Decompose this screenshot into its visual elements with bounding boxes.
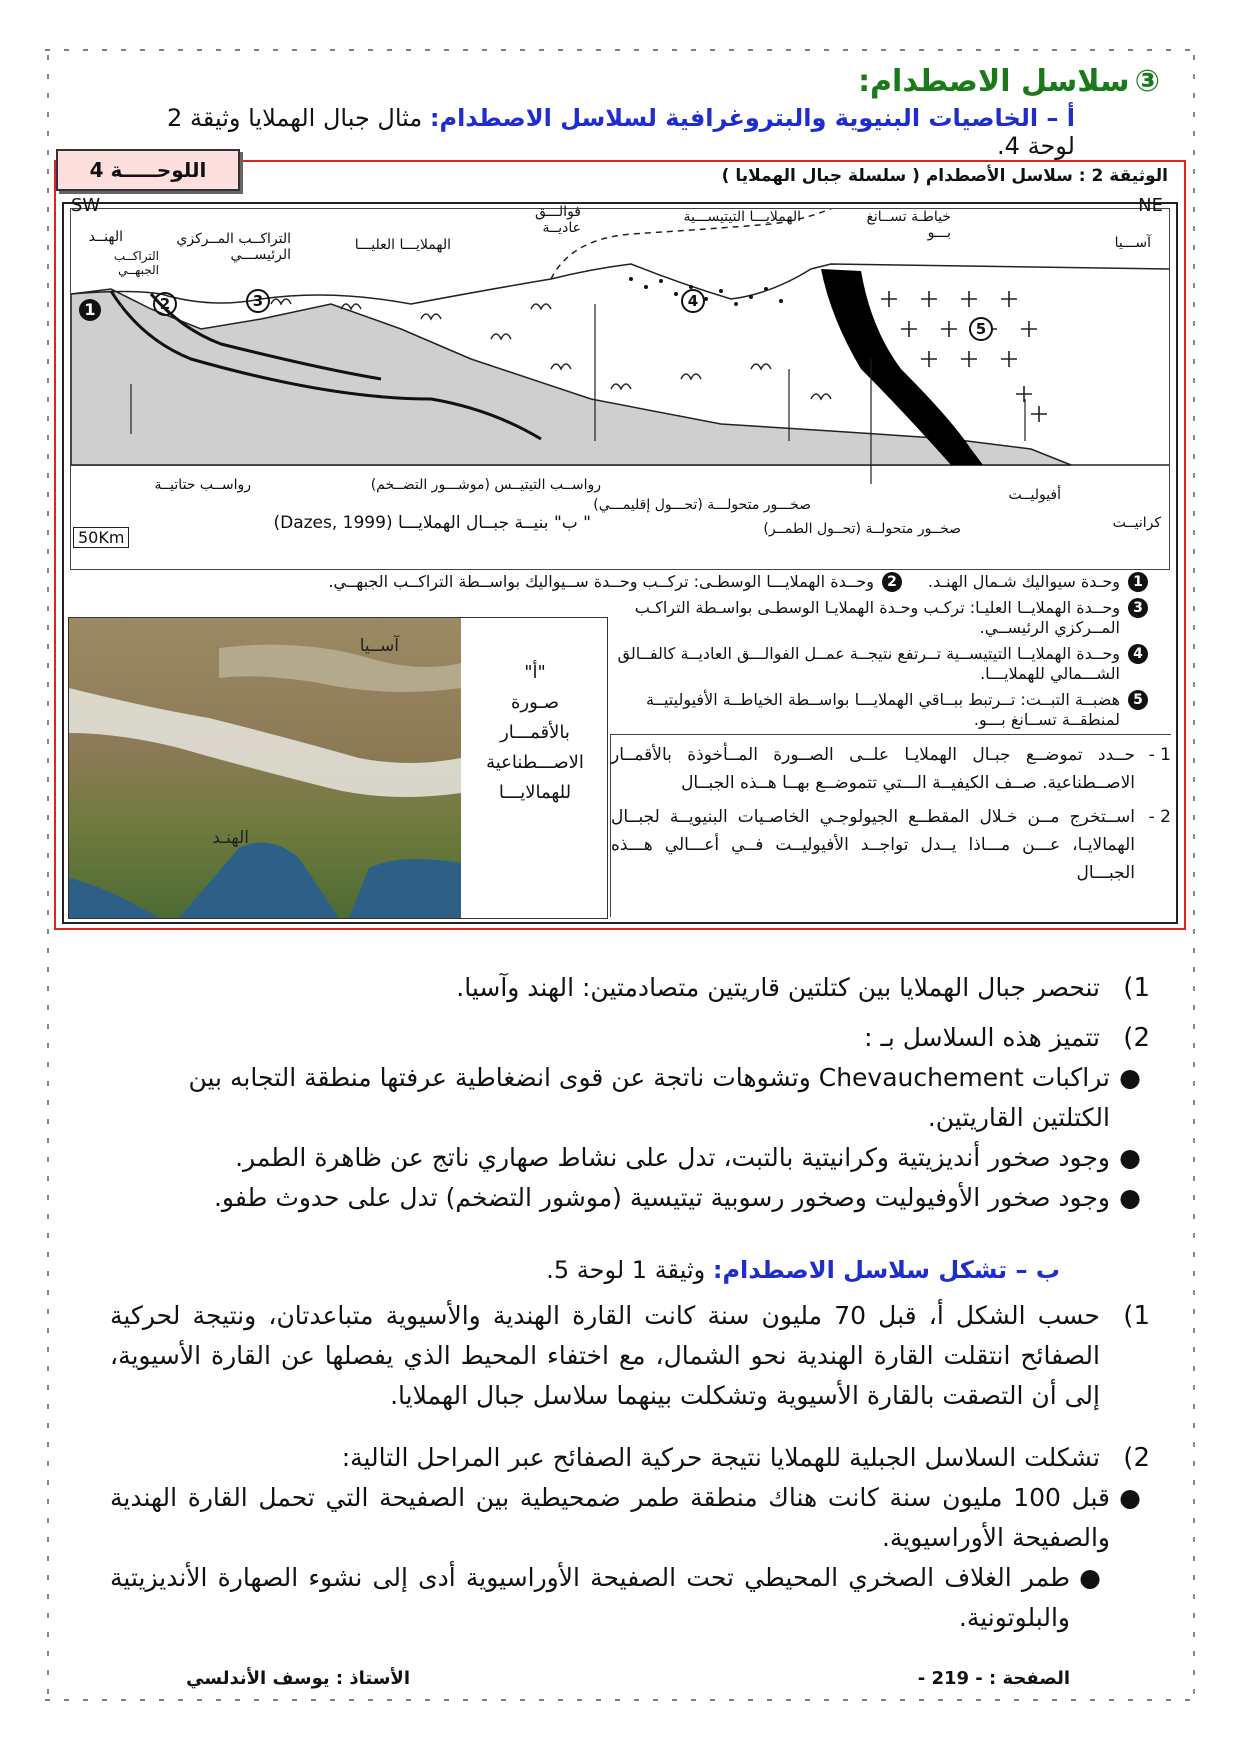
- sat-caption-line: صـورة: [511, 692, 559, 713]
- label-india: الهنــد: [88, 229, 123, 245]
- legend: [80, 572, 1148, 594]
- answer-number: 2): [1123, 1023, 1150, 1053]
- legend-text: هضبــة التبــت: تــرتبط ببــاقي الهملايـــا بواســطة الخياطــة الأفيوليتيــة لمنطقــة تســانغ بـــو.: [646, 690, 1120, 729]
- legend-number: 4: [1128, 644, 1148, 664]
- sat-label-india: الهنـد: [212, 828, 249, 848]
- marker-2: 2: [153, 292, 177, 316]
- label-detrital: رواســب حتاتيــة: [154, 477, 251, 493]
- bullet-dot: ●: [1119, 1183, 1141, 1212]
- question-item: [611, 803, 1171, 887]
- bullet-text: تراكبات Chevauchement وتشوهات ناتجة عن قوى انضغاطية عرفتها منطقة التجابه بين الكتلتين القاريتين.: [188, 1063, 1110, 1132]
- answer-text: تتميز هذه السلاسل بـ :: [864, 1023, 1100, 1052]
- sat-label-asia: آســيا: [359, 636, 399, 656]
- answer-item: [110, 968, 1150, 1008]
- label-normal-faults: فوالـــق عاديــة: [534, 204, 581, 236]
- section-caption: " ب" بنيــة جبــال الهملايـــا (Dazes, 1999): [273, 513, 591, 533]
- questions-box: [610, 734, 1171, 917]
- legend-text: وحــدة الهملايــا التيتيســية تــرتفع نتيجــة عمــل الفوالـــق العاديــة كالفــالق الشـــمالي للهملايـــا.: [617, 644, 1120, 683]
- bullet-item: [110, 1558, 1110, 1638]
- subtitle-prefix: أ – الخاصيات البنيوية والبتروغرافية لسلاسل الاصطدام:: [429, 104, 1075, 132]
- question-item: [611, 741, 1171, 797]
- answers-a: [110, 968, 1150, 1218]
- label-frontal-thrust: التراكــب الجبهــي: [113, 249, 159, 277]
- legend-item: [616, 690, 1148, 730]
- cross-section: [70, 195, 1170, 570]
- section-b-heading: [200, 1256, 1060, 1284]
- label-suture: خياطـة تســانغ بـــو: [866, 209, 951, 241]
- answer-text: تنحصر جبال الهملايا بين كتلتين قاريتين متصادمتين: الهند وآسيا.: [456, 973, 1100, 1002]
- page-number: الصفحة : - 219 -: [917, 1668, 1070, 1689]
- sat-caption-line: بالأقمـــار: [500, 722, 570, 743]
- section-b-title: ب – تشكل سلاسل الاصطدام:: [712, 1256, 1060, 1284]
- bullet-item: [110, 1138, 1150, 1178]
- label-meta-subduction: صخــور متحولــة (تحــول الطمــر): [763, 521, 961, 537]
- legend-text: وحــدة الهملايــا العليـا: تركـب وحـدة الهملايـا الوسطـى بواسـطة التراكـب المــركزي الرئيســي.: [634, 598, 1120, 637]
- section-heading: [600, 64, 1160, 99]
- answer-item: [110, 1296, 1150, 1416]
- marker-5: 5: [969, 317, 993, 341]
- legend-number: 3: [1128, 598, 1148, 618]
- answer-item: [110, 1438, 1150, 1478]
- question-text: حــدد تموضــع جبـال الهملايـا علــى الصــورة المــأخوذة بالأقمــار الاصــطناعية. صــف الكيفيــة الـــتي تتموضــع بهــا هــذه الجبــال: [611, 745, 1135, 793]
- subtitle: [140, 104, 1075, 160]
- bullet-dot: ●: [1119, 1483, 1141, 1512]
- legend-text: وحـدة سيواليك شـمال الهنـد.: [927, 572, 1120, 591]
- question-number: 1 -: [1148, 745, 1171, 765]
- marker-4: 4: [681, 289, 705, 313]
- section-number: ③: [1134, 64, 1160, 99]
- legend-text: وحــدة الهملايـــا الوسطـى: تركــب وحــدة ســيواليك بواســطة التراكــب الجبهــي.: [328, 572, 874, 591]
- answer-item: [110, 1018, 1150, 1058]
- question-text: اســتخرج مــن خـلال المقطــع الجيولوجـي الخاصـيات البنيويــة لجبــال الهمالايـا، عـــن مـــاذا يــدل تواجــد الأفيوليــت فــي أعـــالي هـــذه الجبـــال: [611, 807, 1135, 883]
- subtitle-rest: مثال جبال الهملايا وثيقة 2 لوحة 4.: [167, 104, 1075, 160]
- marker-3: 3: [246, 289, 270, 313]
- board-label: اللوحـــــة 4: [56, 149, 240, 191]
- marker-1: 1: [79, 299, 101, 321]
- answer-text: تشكلت السلاسل الجبلية للهملايا نتيجة حركية الصفائح عبر المراحل التالية:: [341, 1443, 1100, 1472]
- bullet-text: قبل 100 مليون سنة كانت هناك منطقة طمر ضمحيطية بين الصفيحة التي تحمل القارة الهندية والصفيحة الأوراسيوية.: [110, 1483, 1110, 1552]
- label-ophiolites: أفيوليــت: [1008, 487, 1061, 503]
- answer-number: 1): [1123, 1301, 1150, 1331]
- bullet-text: وجود صخور أنديزيتية وكرانيتية بالتبت، تدل على نشاط صهاري ناتج عن ظاهرة الطمر.: [235, 1143, 1110, 1172]
- bullet-dot: ●: [1119, 1143, 1141, 1172]
- satellite-panel: [68, 617, 608, 919]
- sat-caption-line: الاصـــطناعية: [486, 752, 584, 773]
- sw-label: SW: [71, 195, 101, 216]
- label-tethys-sediments: رواســب التيتيــس (موشـــور التضــخم): [370, 477, 601, 493]
- bullet-dot: ●: [1079, 1563, 1101, 1592]
- bullet-item: [110, 1178, 1150, 1218]
- legend-item: [616, 598, 1148, 638]
- legend-item: [80, 572, 1148, 592]
- answer-number: 2): [1123, 1443, 1150, 1473]
- label-tibetan-himalaya: الهملايـــا التيتيســـية: [683, 209, 801, 225]
- ne-label: NE: [1138, 195, 1163, 216]
- satellite-image: [69, 618, 461, 918]
- legend-number: 1: [1128, 572, 1148, 592]
- legend-number: 2: [882, 572, 902, 592]
- label-meta-regional: صخـــور متحولـــة (تحـــول إقليمـــي): [593, 497, 811, 513]
- sat-caption: [465, 658, 605, 808]
- answer-text: حسب الشكل أ، قبل 70 مليون سنة كانت القارة الهندية والأسيوية متباعدتان، ونتيجة لحركية الصفائح انتقلت القارة الهندية نحو الشمال، مع اختفاء المحيط الذي يفصلها عن القارة الأسيوية، إلى أن التصقت بالقارة الأسيوية وتشكلت بينهما سلاسل جبال الهملايا.: [110, 1301, 1101, 1410]
- document-title: الوثيقة 2 : سلاسل الأصطدام ( سلسلة جبال الهملايا ): [721, 166, 1168, 186]
- label-central-thrust: التراكــب المــركزي الرئيســـي: [176, 231, 291, 263]
- answer-number: 1): [1123, 973, 1150, 1003]
- label-asia: آســـيا: [1114, 235, 1151, 251]
- legend-item: [616, 644, 1148, 684]
- sat-caption-line: "أ": [524, 662, 546, 683]
- bullet-text: طمر الغلاف الصخري المحيطي تحت الصفيحة الأوراسيوية أدى إلى نشوء الصهارة الأنديزيتية والبلوتونية.: [110, 1563, 1070, 1632]
- label-granites: كرانيــت: [1112, 515, 1161, 531]
- bullet-item: [110, 1058, 1150, 1138]
- legend-right: [616, 598, 1148, 730]
- scale-bar: 50Km: [73, 527, 129, 548]
- bullet-dot: ●: [1119, 1063, 1141, 1092]
- section-b-title-rest: وثيقة 1 لوحة 5.: [546, 1256, 713, 1284]
- answers-b: [110, 1296, 1150, 1638]
- bullet-text: وجود صخور الأوفيوليت وصخور رسوبية تيتيسية (موشور التضخم) تدل على حدوث طفو.: [213, 1183, 1110, 1212]
- legend-number: 5: [1128, 690, 1148, 710]
- teacher-name: الأستاذ : يوسف الأندلسي: [186, 1668, 410, 1689]
- sat-caption-line: للهمالايـــا: [498, 782, 572, 803]
- question-number: 2 -: [1148, 807, 1171, 827]
- bullet-item: [110, 1478, 1150, 1558]
- section-title: سلاسل الاصطدام:: [858, 64, 1130, 99]
- label-high-himalaya: الهملايـــا العليـــا: [354, 237, 451, 253]
